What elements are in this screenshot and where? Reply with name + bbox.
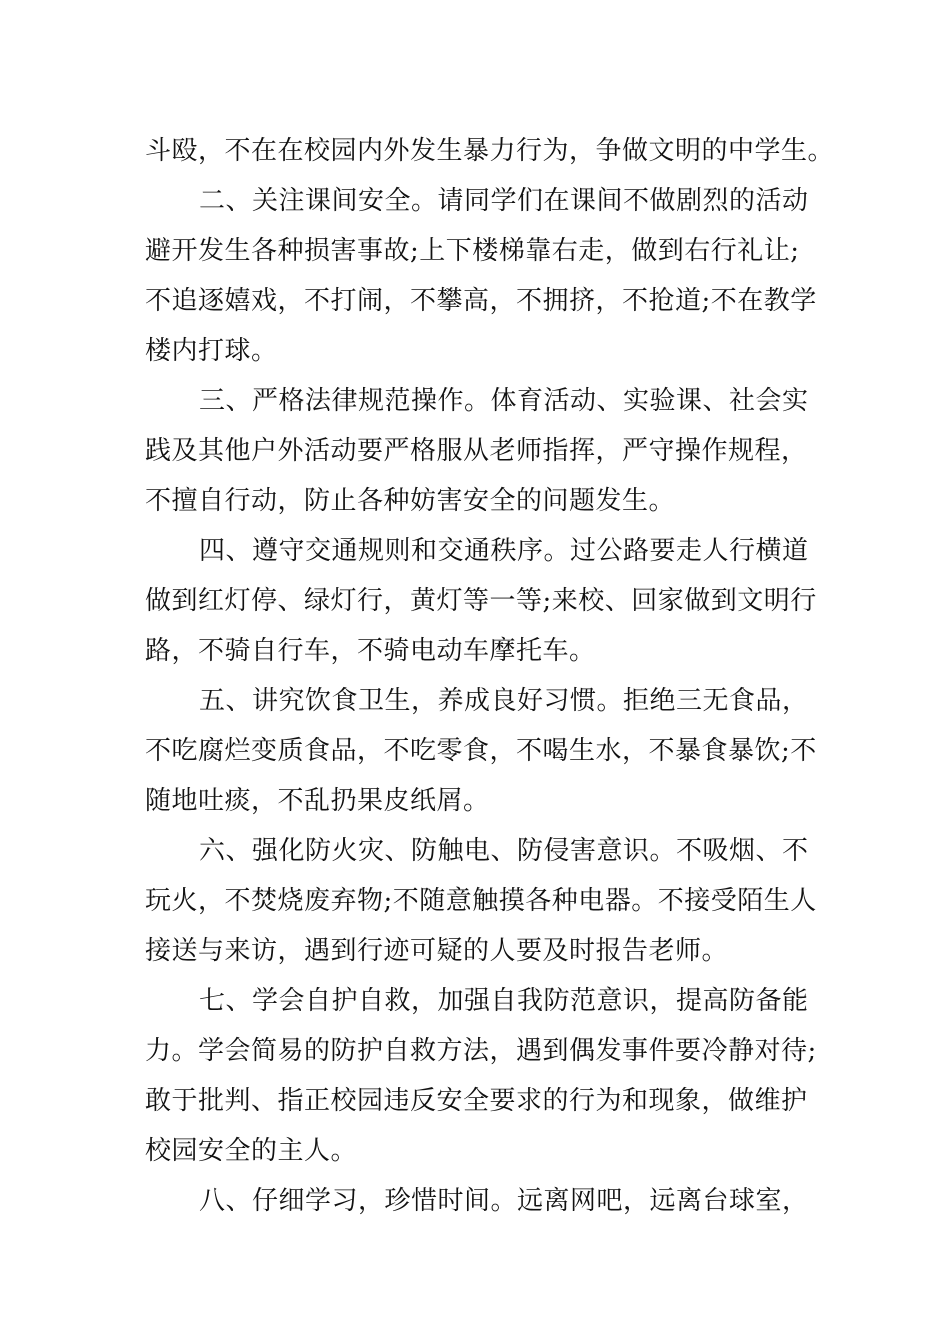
text-line: 斗殴，不在在校园内外发生暴力行为，争做文明的中学生。 [145,136,835,166]
text-line: 做到红灯停、绿灯行，黄灯等一等;来校、回家做到文明行 [145,586,817,616]
text-line: 楼内打球。 [145,336,278,366]
paragraph-6-heading-line: 六、强化防火灾、防触电、防侵害意识。不吸烟、不 [199,836,809,866]
text-line: 路，不骑自行车，不骑电动车摩托车。 [145,636,596,666]
text-line: 校园安全的主人。 [145,1136,358,1166]
text-line: 避开发生各种损害事故;上下楼梯靠右走，做到右行礼让; [145,236,800,266]
text-line: 不追逐嬉戏，不打闹，不攀高，不拥挤，不抢道;不在教学 [145,286,817,316]
text-line: 力。学会简易的防护自救方法，遇到偶发事件要冷静对待; [145,1036,817,1066]
text-line: 敢于批判、指正校园违反安全要求的行为和现象，做维护 [145,1086,808,1116]
text-line: 不吃腐烂变质食品，不吃零食，不喝生水，不暴食暴饮;不 [145,736,817,766]
text-line: 随地吐痰，不乱扔果皮纸屑。 [145,786,490,816]
paragraph-2-heading-line: 二、关注课间安全。请同学们在课间不做剧烈的活动 [199,186,809,216]
paragraph-8-heading-line: 八、仔细学习，珍惜时间。远离网吧，远离台球室， [199,1186,809,1216]
paragraph-5-heading-line: 五、讲究饮食卫生，养成良好习惯。拒绝三无食品， [199,686,809,716]
text-line: 接送与来访，遇到行迹可疑的人要及时报告老师。 [145,936,729,966]
text-line: 践及其他户外活动要严格服从老师指挥，严守操作规程， [145,436,808,466]
paragraph-7-heading-line: 七、学会自护自救，加强自我防范意识，提高防备能 [199,986,809,1016]
text-line: 不擅自行动，防止各种妨害安全的问题发生。 [145,486,676,516]
document-body [145,126,835,1226]
paragraph-3-heading-line: 三、严格法律规范操作。体育活动、实验课、社会实 [199,386,809,416]
text-line: 玩火，不焚烧废弃物;不随意触摸各种电器。不接受陌生人 [145,886,817,916]
paragraph-4-heading-line: 四、遵守交通规则和交通秩序。过公路要走人行横道 [199,536,809,566]
